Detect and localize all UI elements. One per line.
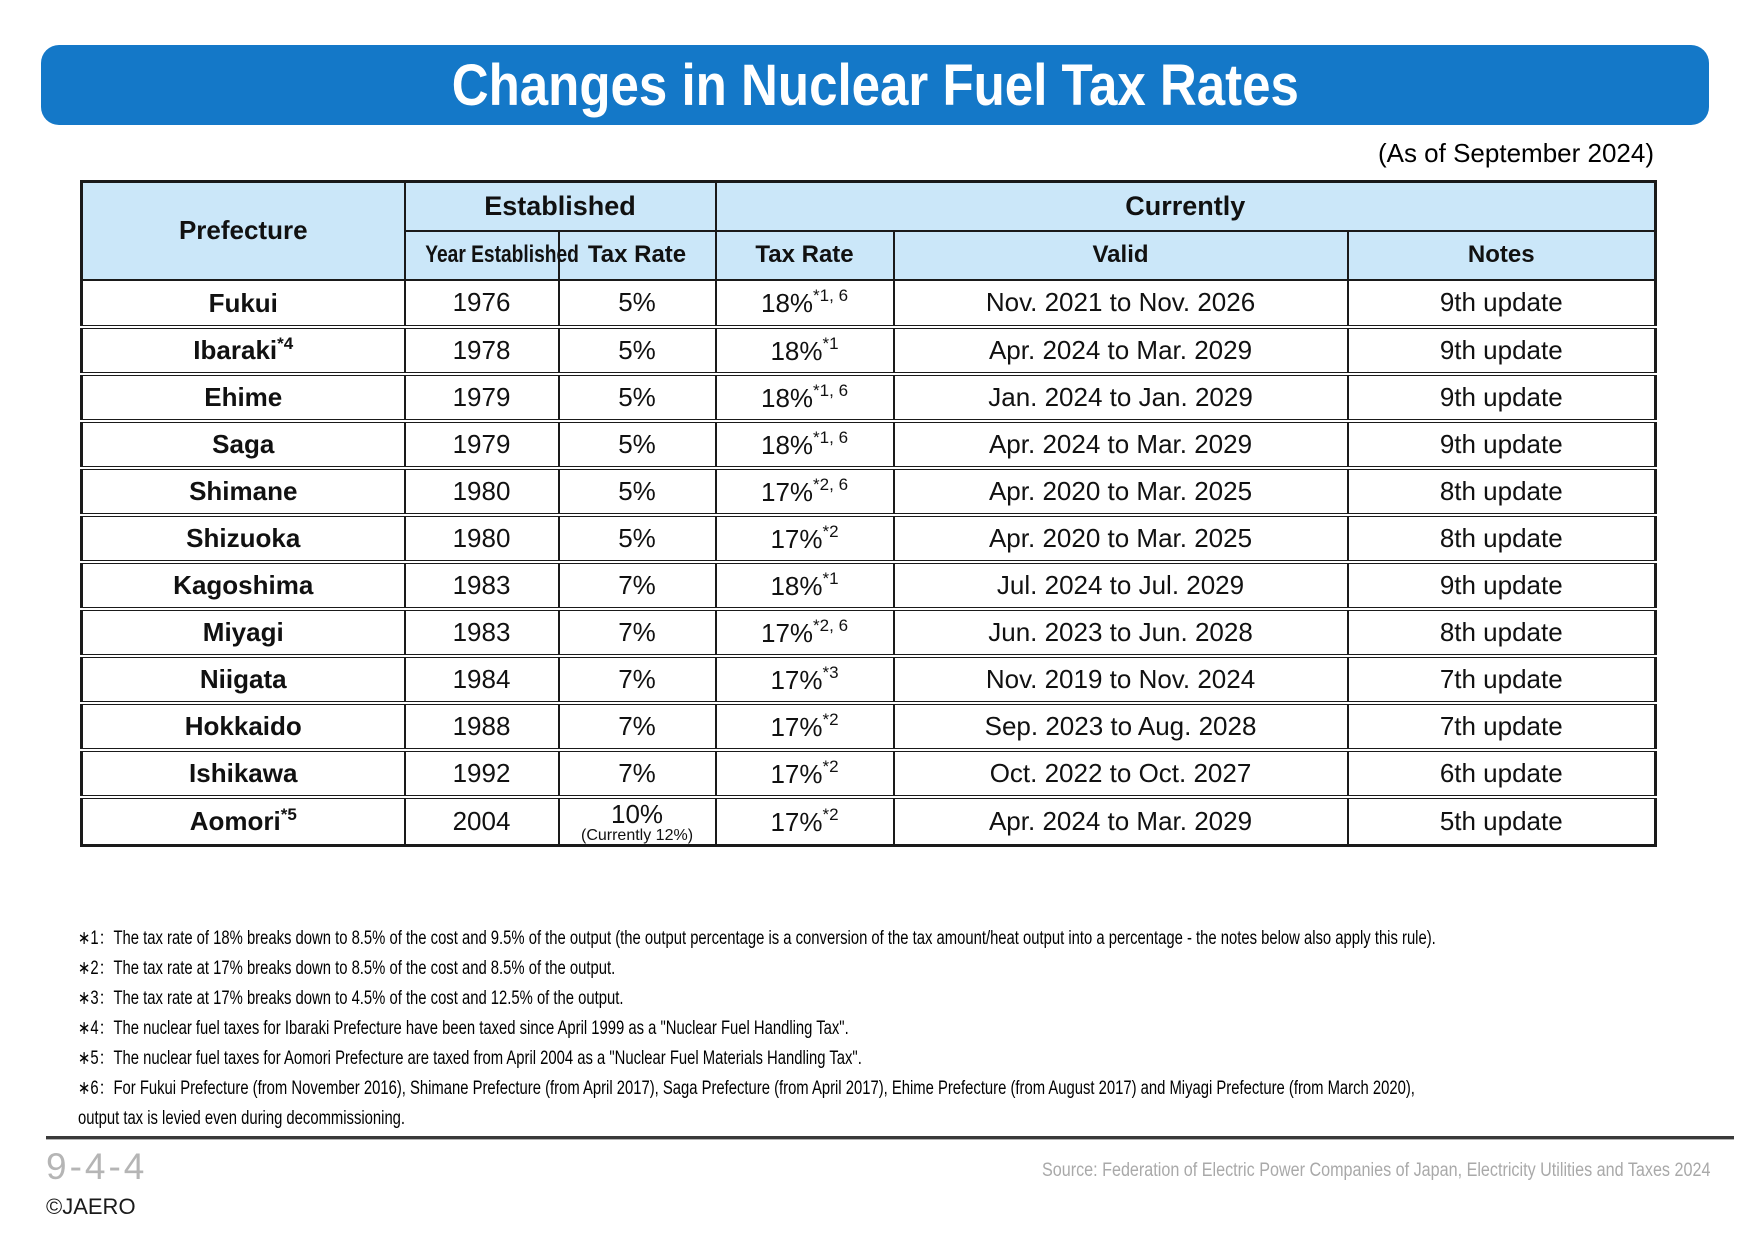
- current-tax-rate-cell: 17%$^{*3}$: [716, 656, 894, 703]
- prefecture-cell: Ishikawa: [82, 750, 405, 797]
- table-row: [82, 515, 1656, 562]
- prefecture-cell: Shizuoka: [82, 515, 405, 562]
- valid-period-cell: Nov. 2021 to Nov. 2026: [894, 280, 1348, 327]
- valid-period-cell: Sep. 2023 to Aug. 2028: [894, 703, 1348, 750]
- current-rate-footnote-ref: *2: [822, 709, 839, 729]
- established-tax-rate-cell: 5%: [559, 280, 716, 327]
- year-established-cell: 1983: [405, 562, 559, 609]
- footnote: ∗4：The nuclear fuel taxes for Ibaraki Prefecture have been taxed since April 1999 as a "Nuclear Fuel Handling Tax".: [78, 1018, 849, 1039]
- col-header-current-tax-rate: Tax Rate: [716, 231, 894, 280]
- current-tax-rate-cell: 18%$^{*1, 6}$: [716, 280, 894, 327]
- col-header-valid: Valid: [894, 231, 1348, 280]
- current-tax-rate-cell: 17%$^{*2, 6}$: [716, 609, 894, 656]
- notes-cell: 9th update: [1348, 280, 1656, 327]
- notes-cell: 9th update: [1348, 421, 1656, 468]
- footnote: ∗6：For Fukui Prefecture (from November 2016), Shimane Prefecture (from April 2017), Saga Prefecture (from April 2017), Ehime Prefecture (from August 2017) and Miyagi Prefecture (from March 2020),: [78, 1078, 1415, 1099]
- table-row: [82, 562, 1656, 609]
- col-header-year-established: Year Established: [405, 231, 559, 280]
- table-row: [82, 656, 1656, 703]
- notes-cell: 8th update: [1348, 468, 1656, 515]
- year-established-cell: 1984: [405, 656, 559, 703]
- current-rate-footnote-ref: *2, 6: [813, 474, 849, 494]
- copyright: ©JAERO: [46, 1194, 136, 1219]
- current-rate-footnote-ref: *1: [822, 568, 839, 588]
- current-rate-footnote-ref: *1, 6: [813, 427, 849, 447]
- prefecture-cell: Fukui: [82, 280, 405, 327]
- valid-period-cell: Jul. 2024 to Jul. 2029: [894, 562, 1348, 609]
- page-number: 9-4-4: [46, 1146, 148, 1187]
- established-tax-rate-cell: 7%: [559, 703, 716, 750]
- year-established-cell: 1992: [405, 750, 559, 797]
- footnote: ∗5：The nuclear fuel taxes for Aomori Prefecture are taxed from April 2004 as a "Nuclear Fuel Materials Handling Tax".: [78, 1048, 862, 1069]
- current-tax-rate-cell: 17%$^{*2}$: [716, 703, 894, 750]
- table-row: [82, 280, 1656, 327]
- prefecture-footnote-ref: *5: [280, 805, 297, 824]
- table-row: [82, 797, 1656, 846]
- prefecture-footnote-ref: *4: [277, 334, 294, 353]
- valid-period-cell: Oct. 2022 to Oct. 2027: [894, 750, 1348, 797]
- established-tax-rate-cell: 7%: [559, 562, 716, 609]
- prefecture-cell: Niigata: [82, 656, 405, 703]
- table-row: [82, 327, 1656, 374]
- footnote-marker: ∗2：: [78, 958, 114, 979]
- valid-period-cell: Apr. 2020 to Mar. 2025: [894, 468, 1348, 515]
- footnote: ∗2：The tax rate at 17% breaks down to 8.5% of the cost and 8.5% of the output.: [78, 958, 616, 979]
- valid-period-cell: Apr. 2024 to Mar. 2029: [894, 797, 1348, 846]
- prefecture-cell: Shimane: [82, 468, 405, 515]
- table-row: [82, 703, 1656, 750]
- current-tax-rate-cell: 17%$^{*2}$: [716, 515, 894, 562]
- prefecture-cell: Kagoshima: [82, 562, 405, 609]
- col-header-prefecture: Prefecture: [82, 182, 405, 280]
- current-tax-rate-cell: 17%$^{*2}$: [716, 797, 894, 846]
- footnote-marker: ∗3：: [78, 988, 114, 1009]
- established-tax-rate-cell: 7%: [559, 609, 716, 656]
- current-rate-footnote-ref: *2: [822, 804, 839, 824]
- footnote: ∗1：The tax rate of 18% breaks down to 8.5% of the cost and 9.5% of the output (the output percentage is a conversion of the tax amount/heat output into a percentage - the notes below also apply this rule).: [78, 928, 1436, 949]
- established-tax-rate-cell: 5%: [559, 515, 716, 562]
- current-rate-footnote-ref: *1, 6: [813, 380, 849, 400]
- table-body: [82, 280, 1656, 846]
- footer-divider: [46, 1136, 1734, 1140]
- prefecture-cell: Ehime: [82, 374, 405, 421]
- notes-cell: 5th update: [1348, 797, 1656, 846]
- year-established-cell: 1978: [405, 327, 559, 374]
- current-rate-footnote-ref: *2: [822, 521, 839, 541]
- established-tax-rate-cell: 10% (Currently 12%): [559, 797, 716, 846]
- established-tax-rate-cell: 5%: [559, 374, 716, 421]
- prefecture-cell: Aomori$^{*5}$: [82, 797, 405, 846]
- notes-cell: 7th update: [1348, 703, 1656, 750]
- established-tax-rate-cell: 7%: [559, 656, 716, 703]
- col-group-currently: Currently: [716, 182, 1656, 231]
- prefecture-cell: Ibaraki$^{*4}$: [82, 327, 405, 374]
- col-header-established-tax-rate: Tax Rate: [559, 231, 716, 280]
- nuclear-fuel-tax-table: [80, 180, 1657, 847]
- year-established-cell: 1980: [405, 515, 559, 562]
- established-tax-rate-cell: 5%: [559, 421, 716, 468]
- notes-cell: 8th update: [1348, 609, 1656, 656]
- current-tax-rate-cell: 18%$^{*1, 6}$: [716, 374, 894, 421]
- valid-period-cell: Apr. 2024 to Mar. 2029: [894, 327, 1348, 374]
- year-established-cell: 1979: [405, 374, 559, 421]
- table-row: [82, 374, 1656, 421]
- established-tax-rate-cell: 7%: [559, 750, 716, 797]
- table-row: [82, 750, 1656, 797]
- current-rate-footnote-ref: *2: [822, 756, 839, 776]
- prefecture-cell: Saga: [82, 421, 405, 468]
- current-rate-footnote-ref: *1: [822, 333, 839, 353]
- table-row: [82, 421, 1656, 468]
- established-rate-note: (Currently 12%): [580, 826, 694, 844]
- established-tax-rate-cell: 5%: [559, 327, 716, 374]
- col-group-established: Established: [405, 182, 716, 231]
- footnotes: [78, 924, 1725, 1134]
- valid-period-cell: Jan. 2024 to Jan. 2029: [894, 374, 1348, 421]
- valid-period-cell: Jun. 2023 to Jun. 2028: [894, 609, 1348, 656]
- current-tax-rate-cell: 17%$^{*2}$: [716, 750, 894, 797]
- valid-period-cell: Apr. 2024 to Mar. 2029: [894, 421, 1348, 468]
- year-established-cell: 1976: [405, 280, 559, 327]
- prefecture-cell: Miyagi: [82, 609, 405, 656]
- notes-cell: 9th update: [1348, 562, 1656, 609]
- title-banner: [41, 45, 1709, 125]
- valid-period-cell: Nov. 2019 to Nov. 2024: [894, 656, 1348, 703]
- footnote-marker: ∗5：: [78, 1048, 114, 1069]
- current-tax-rate-cell: 17%$^{*2, 6}$: [716, 468, 894, 515]
- page-title: Changes in Nuclear Fuel Tax Rates: [451, 52, 1299, 118]
- prefecture-cell: Hokkaido: [82, 703, 405, 750]
- notes-cell: 9th update: [1348, 327, 1656, 374]
- source-credit: Source: Federation of Electric Power Companies of Japan, Electricity Utilities and Taxes 2024: [1041, 1160, 1710, 1181]
- established-tax-rate-cell: 5%: [559, 468, 716, 515]
- footnote-marker: ∗1：: [78, 928, 114, 949]
- current-tax-rate-cell: 18%$^{*1, 6}$: [716, 421, 894, 468]
- current-tax-rate-cell: 18%$^{*1}$: [716, 327, 894, 374]
- col-header-notes: Notes: [1348, 231, 1656, 280]
- notes-cell: 7th update: [1348, 656, 1656, 703]
- current-rate-footnote-ref: *1, 6: [813, 286, 849, 305]
- valid-period-cell: Apr. 2020 to Mar. 2025: [894, 515, 1348, 562]
- table-row: [82, 609, 1656, 656]
- year-established-cell: 1979: [405, 421, 559, 468]
- footnote-marker: ∗6：: [78, 1078, 114, 1099]
- footnote-marker: ∗4：: [78, 1018, 114, 1039]
- year-established-cell: 1988: [405, 703, 559, 750]
- notes-cell: 9th update: [1348, 374, 1656, 421]
- year-established-cell: 1980: [405, 468, 559, 515]
- footnote: output tax is levied even during decommissioning.: [78, 1108, 406, 1129]
- current-rate-footnote-ref: *3: [822, 662, 839, 682]
- year-established-cell: 2004: [405, 797, 559, 846]
- notes-cell: 8th update: [1348, 515, 1656, 562]
- current-tax-rate-cell: 18%$^{*1}$: [716, 562, 894, 609]
- table-header: [82, 182, 1656, 280]
- current-rate-footnote-ref: *2, 6: [813, 615, 849, 635]
- table-row: [82, 468, 1656, 515]
- notes-cell: 6th update: [1348, 750, 1656, 797]
- as-of-date: (As of September 2024): [1377, 138, 1654, 168]
- footnote: ∗3：The tax rate at 17% breaks down to 4.5% of the cost and 12.5% of the output.: [78, 988, 624, 1009]
- year-established-cell: 1983: [405, 609, 559, 656]
